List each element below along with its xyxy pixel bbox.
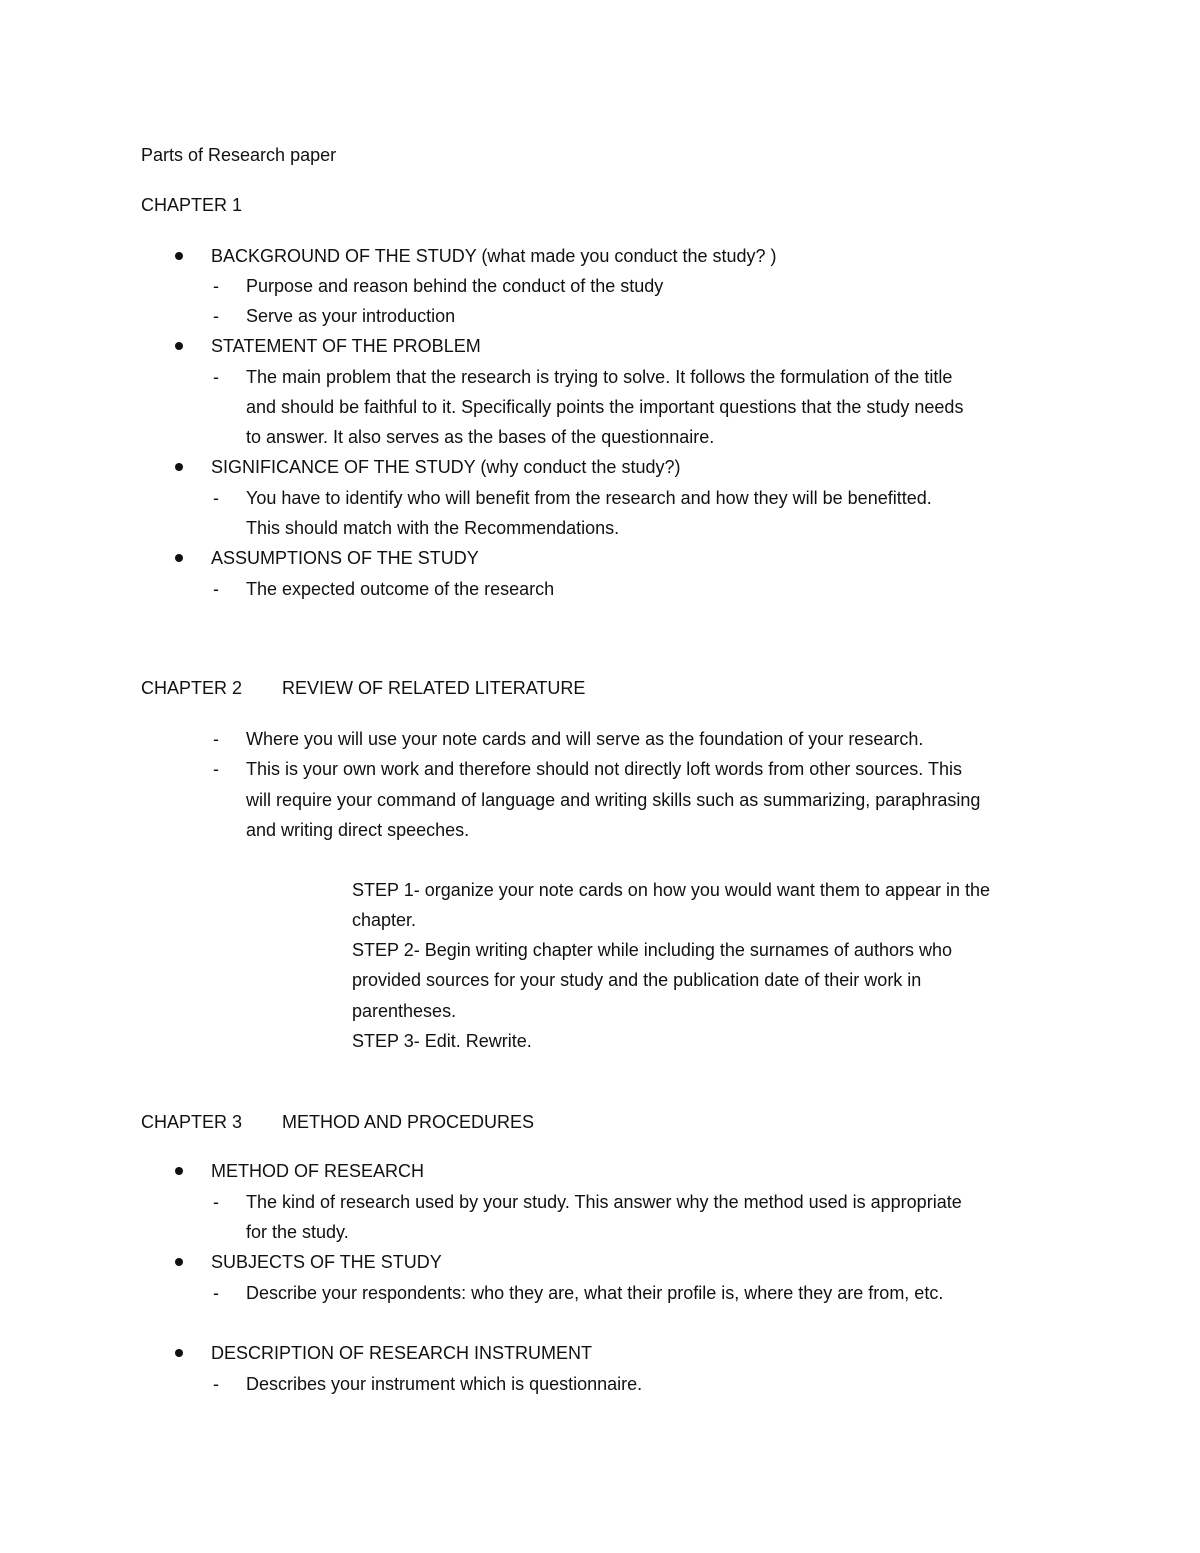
list-subitem: You have to identify who will benefit from the research and how they will be benefitted. xyxy=(246,488,932,508)
dash-marker: - xyxy=(213,1192,219,1212)
list-item-label: SIGNIFICANCE OF THE STUDY (why conduct the study?) xyxy=(211,457,681,477)
list-subitem-continuation: and writing direct speeches. xyxy=(246,820,470,840)
step-line: chapter. xyxy=(352,910,417,930)
dash-marker: - xyxy=(213,729,219,749)
chapter-2-title: REVIEW OF RELATED LITERATURE xyxy=(282,678,586,698)
bullet-icon xyxy=(175,1167,183,1175)
dash-marker: - xyxy=(213,1374,219,1394)
bullet-icon xyxy=(175,1349,183,1357)
chapter-3-heading: CHAPTER 3 xyxy=(141,1112,243,1132)
dash-marker: - xyxy=(213,488,219,508)
chapter-3-title: METHOD AND PROCEDURES xyxy=(282,1112,535,1132)
dash-marker: - xyxy=(213,759,219,779)
list-subitem: Where you will use your note cards and will serve as the foundation of your research. xyxy=(246,729,924,749)
bullet-icon xyxy=(175,342,183,350)
step-line: STEP 2- Begin writing chapter while including the surnames of authors who xyxy=(352,940,952,960)
list-item-label: SUBJECTS OF THE STUDY xyxy=(211,1252,442,1272)
dash-marker: - xyxy=(213,579,219,599)
list-subitem: Purpose and reason behind the conduct of the study xyxy=(246,276,664,296)
list-subitem: The main problem that the research is trying to solve. It follows the formulation of the title xyxy=(246,367,953,387)
list-subitem-continuation: and should be faithful to it. Specifically points the important questions that the study needs xyxy=(246,397,964,417)
bullet-icon xyxy=(175,252,183,260)
list-subitem-continuation: will require your command of language and writing skills such as summarizing, paraphrasing xyxy=(246,790,981,810)
bullet-icon xyxy=(175,554,183,562)
step-line: STEP 3- Edit. Rewrite. xyxy=(352,1031,532,1051)
bullet-icon xyxy=(175,463,183,471)
list-subitem-continuation: for the study. xyxy=(246,1222,349,1242)
step-line: provided sources for your study and the publication date of their work in xyxy=(352,970,922,990)
chapter-1-heading: CHAPTER 1 xyxy=(141,195,243,215)
list-subitem: The expected outcome of the research xyxy=(246,579,555,599)
list-subitem: This is your own work and therefore should not directly loft words from other sources. This xyxy=(246,759,962,779)
list-item-label: DESCRIPTION OF RESEARCH INSTRUMENT xyxy=(211,1343,593,1363)
list-item-label: STATEMENT OF THE PROBLEM xyxy=(211,336,481,356)
document-title: Parts of Research paper xyxy=(141,145,337,165)
list-item-label: BACKGROUND OF THE STUDY (what made you conduct the study? ) xyxy=(211,246,777,266)
list-subitem: Serve as your introduction xyxy=(246,306,456,326)
bullet-icon xyxy=(175,1258,183,1266)
list-subitem-continuation: to answer. It also serves as the bases of the questionnaire. xyxy=(246,427,715,447)
dash-marker: - xyxy=(213,1283,219,1303)
list-subitem: The kind of research used by your study. This answer why the method used is appropriate xyxy=(246,1192,962,1212)
list-item-label: METHOD OF RESEARCH xyxy=(211,1161,425,1181)
step-line: STEP 1- organize your note cards on how you would want them to appear in the xyxy=(352,880,991,900)
list-subitem: Describe your respondents: who they are, what their profile is, where they are from, etc. xyxy=(246,1283,944,1303)
step-line: parentheses. xyxy=(352,1001,457,1021)
chapter-2-heading: CHAPTER 2 xyxy=(141,678,243,698)
dash-marker: - xyxy=(213,306,219,326)
dash-marker: - xyxy=(213,276,219,296)
dash-marker: - xyxy=(213,367,219,387)
list-subitem: Describes your instrument which is questionnaire. xyxy=(246,1374,643,1394)
list-subitem-continuation: This should match with the Recommendations. xyxy=(246,518,620,538)
list-item-label: ASSUMPTIONS OF THE STUDY xyxy=(211,548,479,568)
